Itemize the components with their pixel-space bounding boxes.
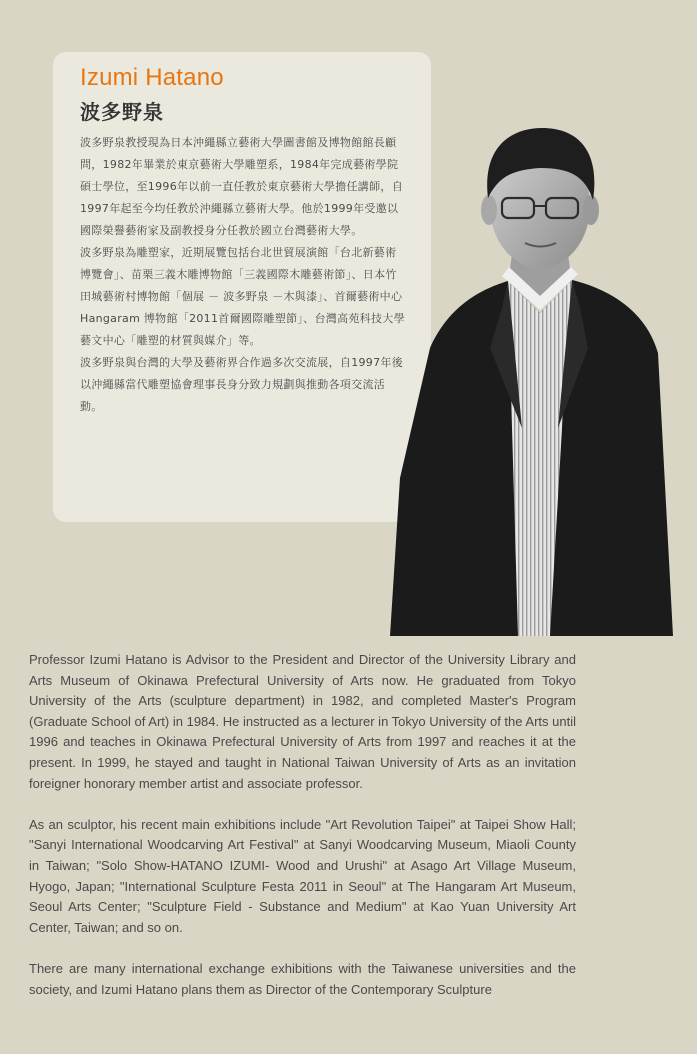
artist-name-english: Izumi Hatano xyxy=(80,64,224,91)
chinese-bio-paragraph-2: 波多野泉為雕塑家，近期展覽包括台北世貿展演館「台北新藝術博覽會」、苗栗三義木雕博物館「三義國際木雕藝術節」、日本竹田城藝術村博物館「個展 － 波多野泉 －木與漆」、首爾藝術中心Hangaram 博物館「2011首爾國際雕塑節」、台灣高苑科技大學藝文中心「雕塑的材質與媒介」等。 xyxy=(80,246,405,347)
chinese-bio-paragraph-3: 波多野泉與台灣的大學及藝術界合作過多次交流展，自1997年後以沖繩縣當代雕塑協會理事長身分致力規劃與推動各項交流活動。 xyxy=(80,356,403,413)
english-bio-paragraph-1: Professor Izumi Hatano is Advisor to the President and Director of the University Library and Arts Museum of Okinawa Prefectural University of Arts now. He graduated from Tokyo University of the Arts (sculpture department) in 1982, and completed Master's Program (Graduate School of Art) in 1984. He instructed as a lecturer in Tokyo University of the Arts until 1996 and teaches in Okinawa Prefectural University of Arts from 1997 and reaches it at the present. In 1999, he stayed and taught in National Taiwan University of Arts as an invitation foreigner honorary member artist and associate professor. xyxy=(29,652,576,791)
english-biography xyxy=(29,650,576,1021)
english-bio-paragraph-2: As an sculptor, his recent main exhibitions include "Art Revolution Taipei" at Taipei Show Hall; "Sanyi International Woodcarving Art Festival" at Sanyi Woodcarving Museum, Miaoli County in Taiwan; "Solo Show-HATANO IZUMI- Wood and Urushi" at Asago Art Village Museum, Hyogo, Japan; "International Sculpture Festa 2011 in Seoul" at The Hangaram Art Museum, Seoul Arts Center; "Sculpture Field - Substance and Medium" at Kao Yuan University Art Center, Taiwan; and so on. xyxy=(29,816,576,935)
chinese-bio-paragraph-1: 波多野泉教授現為日本沖繩縣立藝術大學圖書館及博物館館長顧問，1982年畢業於東京藝術大學雕塑系，1984年完成藝術學院碩士學位，至1996年以前一直任教於東京藝術大學擔任講師，自1997年起至今均任教於沖繩縣立藝術大學。他於1999年受邀以國際榮譽藝術家及副教授身分任教於國立台灣藝術大學。 xyxy=(80,136,403,237)
english-bio-paragraph-3: There are many international exchange exhibitions with the Taiwanese universities and the society, and Izumi Hatano plans them as Director of the Contemporary Sculpture xyxy=(29,960,576,997)
chinese-biography xyxy=(80,132,406,418)
artist-portrait xyxy=(390,98,673,636)
artist-name-chinese: 波多野泉 xyxy=(80,100,164,124)
